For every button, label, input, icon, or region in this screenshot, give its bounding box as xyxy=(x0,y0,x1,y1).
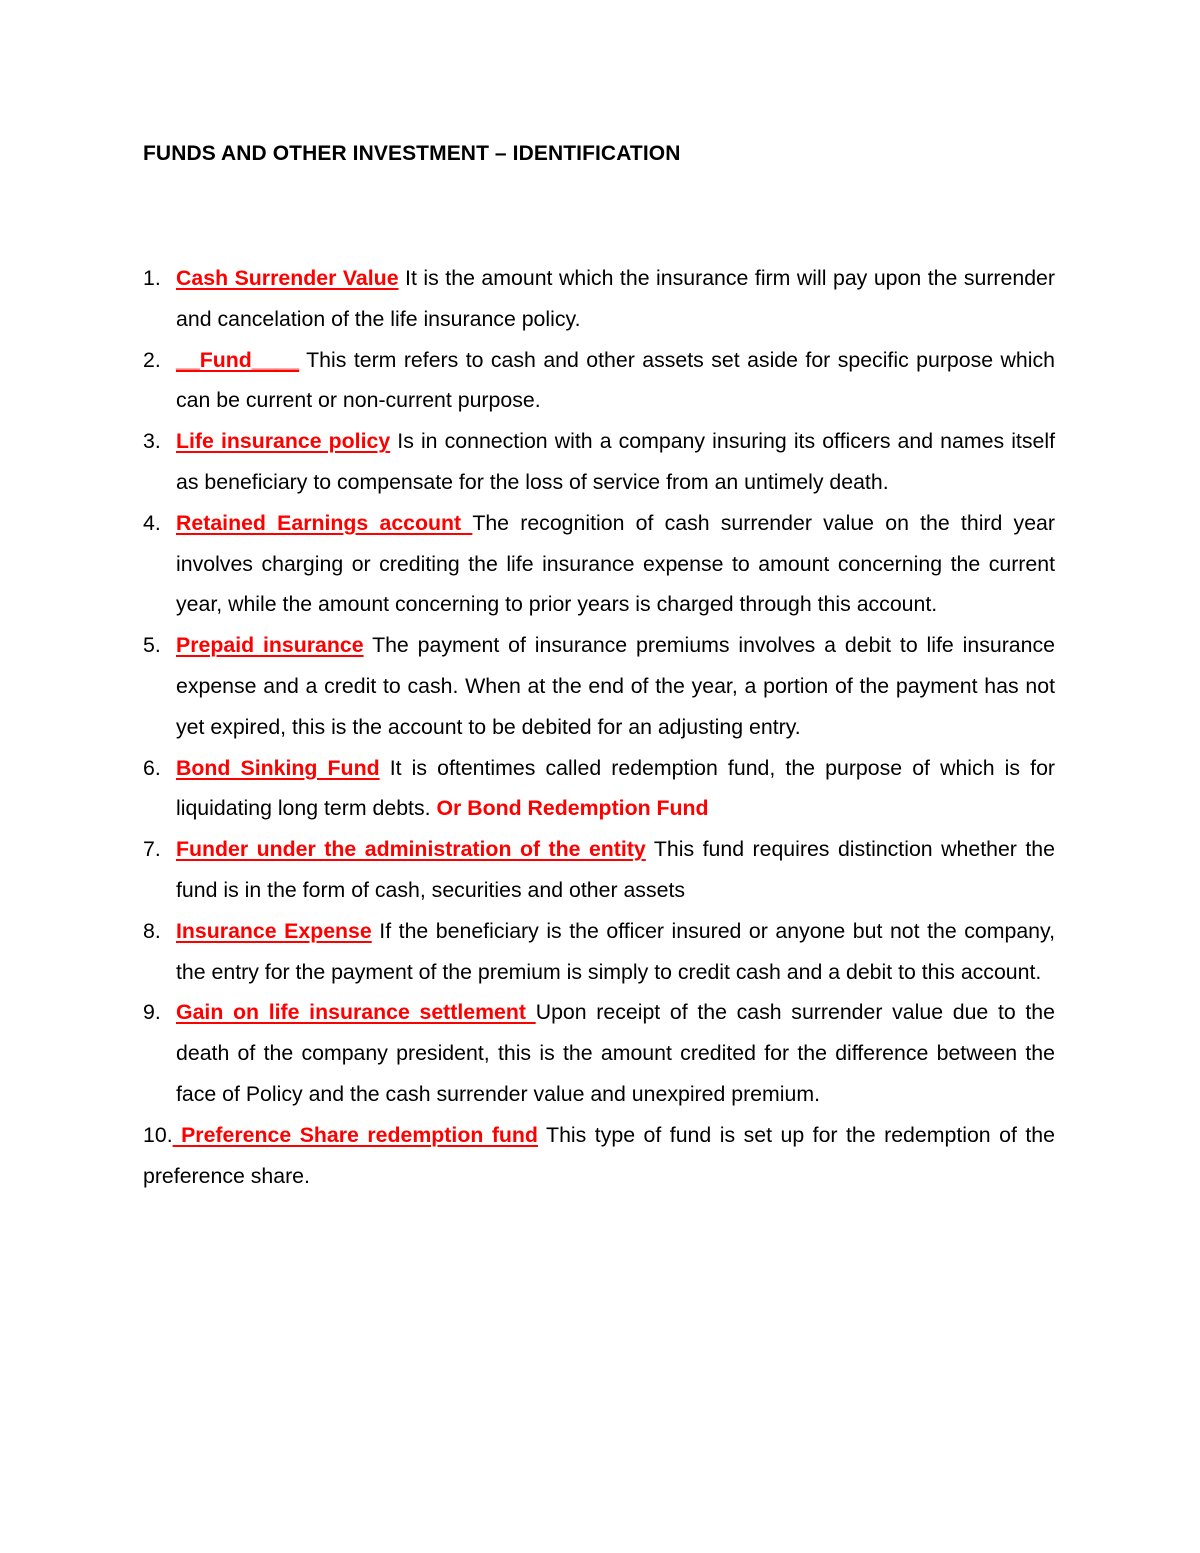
answer-text: Preference Share redemption fund xyxy=(172,1122,538,1147)
list-item xyxy=(143,258,1055,340)
question-text: It is the amount which the insurance firm will pay upon the surrender and cancelation of the life insurance policy. xyxy=(176,266,1055,331)
answer-text: Funder under the administration of the entity xyxy=(176,837,646,862)
list-item xyxy=(143,1115,1055,1197)
list-item xyxy=(143,748,1055,830)
answer-text: Retained Earnings account xyxy=(176,510,473,535)
answer-text: Gain on life insurance settlement xyxy=(176,1000,536,1025)
answer-text: Insurance Expense xyxy=(176,918,372,943)
question-list xyxy=(143,258,1055,1196)
item-number: 7. xyxy=(143,837,161,862)
question-text: Upon receipt of the cash surrender value due to the death of the company president, this is the amount credited for the difference between the face of Policy and the cash surrender value and unexpired premium. xyxy=(176,1000,1055,1106)
item-number: 3. xyxy=(143,429,161,454)
question-text: The payment of insurance premiums involves a debit to life insurance expense and a credit to cash. When at the end of the year, a portion of the payment has not yet expired, this is the account to be debited for an adjusting entry. xyxy=(176,633,1055,739)
question-text: This type of fund is set up for the redemption of the preference share. xyxy=(143,1122,1056,1188)
question-text: If the beneficiary is the officer insured or anyone but not the company, the entry for the payment of the premium is simply to credit cash and a debit to this account. xyxy=(176,918,1055,984)
alternate-answer-text: Or Bond Redemption Fund xyxy=(436,796,709,821)
question-text: This fund requires distinction whether the fund is in the form of cash, securities and other assets xyxy=(176,837,1055,902)
question-text: Is in connection with a company insuring its officers and names itself as beneficiary to compensate for the loss of service from an untimely death. xyxy=(176,429,1055,494)
list-item xyxy=(143,992,1055,1114)
item-number: 9. xyxy=(143,1000,161,1025)
question-text: It is oftentimes called redemption fund, the purpose of which is for liquidating long term debts. xyxy=(176,755,1055,821)
item-number: 8. xyxy=(143,918,161,943)
page-title: FUNDS AND OTHER INVESTMENT – IDENTIFICATION xyxy=(143,142,681,165)
item-number: 2. xyxy=(143,347,161,372)
question-text: This term refers to cash and other assets set aside for specific purpose which can be current or non-current purpose. xyxy=(176,347,1055,413)
item-number: 10. xyxy=(143,1122,173,1147)
list-item xyxy=(143,421,1055,503)
item-number: 6. xyxy=(143,755,161,780)
answer-text: Cash Surrender Value xyxy=(176,266,399,290)
item-number: 5. xyxy=(143,633,161,658)
answer-text: Prepaid insurance xyxy=(176,633,364,658)
list-item xyxy=(143,503,1055,625)
item-number: 4. xyxy=(143,510,161,535)
answer-text: Bond Sinking Fund xyxy=(176,755,380,780)
item-number: 1. xyxy=(143,266,161,290)
question-text: The recognition of cash surrender value on the third year involves charging or crediting the life insurance expense to amount concerning the current year, while the amount concerning to prior years is charged through this account. xyxy=(176,510,1055,617)
answer-text: __Fund____ xyxy=(176,347,300,372)
answer-text: Life insurance policy xyxy=(176,429,391,454)
list-item xyxy=(143,625,1055,747)
list-item xyxy=(143,340,1055,422)
list-item xyxy=(143,829,1055,911)
list-item xyxy=(143,911,1055,993)
